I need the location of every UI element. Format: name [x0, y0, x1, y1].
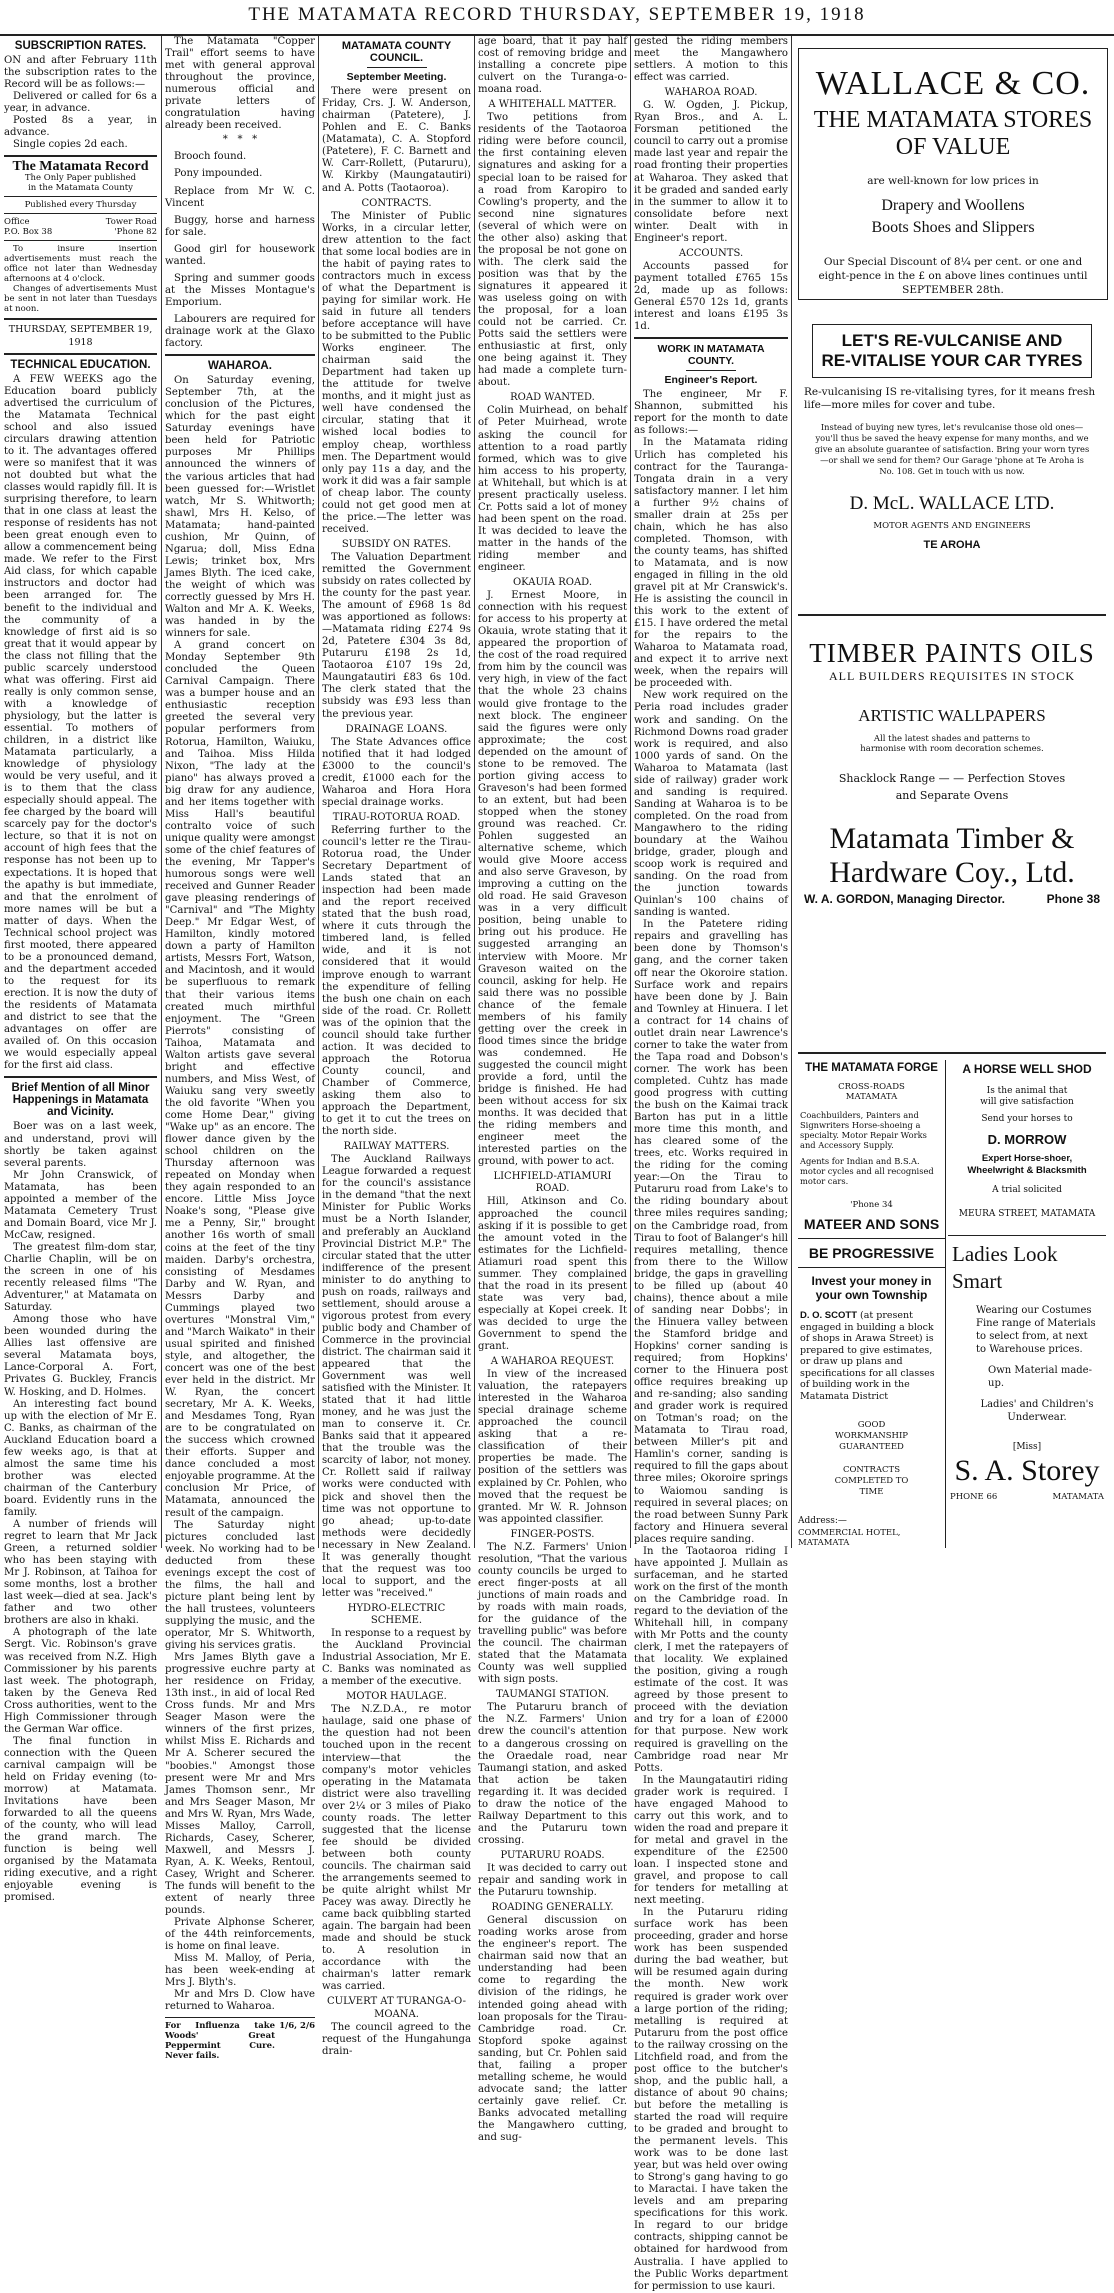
storey-name: S. A. Storey — [954, 1454, 1100, 1487]
short-notice: Replace from Mr W. C. Vincent — [165, 185, 315, 209]
timber-sub: ALL BUILDERS REQUISITES IN STOCK — [828, 669, 1075, 683]
tyres-firm: D. McL. WALLACE LTD. — [849, 493, 1055, 514]
brief-item: An interesting fact bound up with the election of Mr E. C. Banks, as chairman of the Auckland Education board a few weeks ago, is that at almost the same time his brother was elected chairman of the Canterbury board. Evidently runs in the family. — [4, 1398, 157, 1518]
forge-ad — [798, 1060, 946, 1548]
scott-name: D. O. SCOTT — [800, 1310, 857, 1321]
engineer-paragraph: In the Putaruru riding surface work has been proceeding, grader and horse work has been suspended during the bad weather, but will be resumed again during the month. New work required is grader work over a large portion of the riding; metalling is required at Putaruru from the post office to the railway crossing on the Litchfield road, and from the post office to the butcher's shop, and the public hall, a distance of about 90 chains; but before the metalling is started the road will require to be graded and brought to the permanent levels. This work was to be done last year, but was held over owing to Strong's gang having to go to Maractai. I have taken the levels and am preparing specifications for this work. In regard to our bridge contracts, shipping cannot be obtained for hardwood from Australia. I have applied to the Public Works department for permission to use kauri. — [634, 1907, 788, 2292]
section-heading: ROADING GENERALLY. — [491, 1902, 614, 1914]
masthead — [0, 0, 1114, 36]
section-heading: A WAHAROA REQUEST. — [490, 1356, 615, 1368]
forge-where: CROSS-ROADS MATAMATA — [838, 1082, 905, 1102]
section-text: Colin Muirhead, on behalf of Peter Muirhead, wrote asking the council for attention to a road partly formed, which was to give him access to his property, at Whitehall, but which is at present practically useless. Cr. Potts said a lot of money had been spent on the road. It was decided to leave the matter in the hands of the riding member and engineer. — [478, 405, 627, 574]
section-text: In response to a request by the Auckland Provincial Industrial Association, Mr E. C. Banks was nominated as a member of the executive. — [322, 1628, 471, 1688]
column-rule — [318, 36, 319, 1548]
subscription-line: Delivered or called for 6s a year, in advance. — [4, 91, 157, 115]
tyres-headline-box — [812, 324, 1092, 378]
brief-item: Mr John Cranswick, of Matamata, has been appointed a member of the Matamata Cemetery Trust and Domain Board, vice Mr J. McCaw, resigned. — [4, 1169, 157, 1241]
progressive-headline: BE PROGRESSIVE — [808, 1245, 935, 1261]
news-paragraph: The Matamata "Copper Trail" effort seems to have met with general approval throughout the province, numerous official and private letters of congratulation having already been received. — [165, 36, 315, 132]
brief-item: Boer was on a last week, and understand, provi will shortly be taken against several parents. — [4, 1121, 157, 1169]
engineer-heading: WORK IN MATAMATA COUNTY. — [657, 343, 765, 368]
column-3 — [322, 36, 471, 2057]
tyres-role: MOTOR AGENTS AND ENGINEERS — [873, 521, 1031, 531]
brief-item: Among those who have been wounded during the Allies last offensive are several Matamata boys, Lance-Corporal A. Fort, Privates G. Buckley, Francis W. Hosking, and D. Holmes. — [4, 1314, 157, 1398]
divider — [4, 318, 157, 320]
section-text: The N.Z.D.A., re motor haulage, said one phase of the question had not been touched upon in the recent interview—that the company's motor vehicles operating in the Matamata district were also travelling over 2¼ or 3 miles of Piako county roads. The letter suggested that the license fee should be divided between both county councils. The chairman said the arrangements seemed to be quite alright whilst Mr Pacey was away. Directly he came back quibbling started again. The bargain had been made and should be stuck to. A resolution in accordance with the chairman's latter remark was carried. — [322, 1704, 471, 1993]
paper-tagline: in the Matamata County — [28, 183, 133, 194]
tyres-small: Instead of buying new tyres, let's revulcanise those old ones—you'll thus be saved the heavy expense for many months, and we give an absolute guarantee of satisfaction. Bring your worn tyres—or shall we send for them? Our Garage 'phone at Te Aroha is No. 108. Get in touch with us now. — [814, 422, 1090, 476]
invest-line: Invest your money in — [811, 1274, 932, 1288]
section-text: The Minister of Public Works, in a circular letter, drew attention to the fact that some local bodies are in the habit of paying rates to contractors much in excess of what the Department is paying for similar work. He said in future all tenders before acceptance will have to be submitted to the Public Works engineer. The chairman said the Department had taken up the attitude for twelve months, and it might just as well have condensed the circular, stating that it wished local bodies to employ cheap, worthless men. The Department would only pay 11s a day, and the work it did was a fair sample of cheap labor. The county could not get good men at the price.—The letter was received. — [322, 210, 471, 535]
storey-body: Ladies' and Children's Underwear. — [980, 1399, 1094, 1423]
editorial-text: A FEW WEEKS ago the Education board publicly advertised the curriculum of the Matamata Technical school and also issued circulars drawing attention to it. The advantages offered were so manifest that it was not doubted but what the classes would rapidly fill. It is surprising therefore, to learn that in one class at least the response of residents has not been great enough even to allow a commencement being made. We refer to the First Aid class, for which capable instructors and doctor had been arranged for. The benefit to the individual and the community of a knowledge of first aid is so great that it would appear by the class not filling that the public scarcely understood what was offering. First aid really is only common sense, with a knowledge of physiology, but the latter is essential. To mothers of children, in a district like Matamata particularly, a knowledge of physiology would be very useful, and it is to them that the class especially should appeal. The fee charged by the board will scarcely pay for the doctor's lecture, so that it is not on account of high fees that the response has not been up to expectations. It is hoped that the apathy is but immediate, and that the enrolment of more names will be but a matter of days. When the Technical school project was first mooted, there appeared to be a pronounced demand, and the department acceded to the request for its erection. It is now the duty of the residents of Matamata and district to see that the advantages on offer are availed of. On this occasion we would especially appeal for the first aid class. — [4, 373, 157, 1072]
divider — [4, 213, 157, 214]
forge-agents: Agents for Indian and B.S.A. motor cycles and all recognised motor cars. — [800, 1156, 934, 1186]
section-heading: TAUMANGI STATION. — [496, 1689, 609, 1701]
storey-headline: Ladies Look — [952, 1242, 1058, 1266]
forge-body: Coachbuilders, Painters and Signwriters Horse-shoeing a specialty. Motor Repair Works and Accessory Supply. — [800, 1110, 927, 1150]
mateer-name: MATEER AND SONS — [803, 1216, 940, 1232]
divider — [4, 155, 157, 157]
timber-phone: Phone 38 — [1046, 892, 1100, 906]
brief-item: A number of friends will regret to learn that Mr Jack Green, a returned soldier who has been staying with Mr J. Robinson, at Taihoa for some months, lost a brother last week—died at sea. Jack's father and two other brothers are also in khaki. — [4, 1519, 157, 1627]
morrow-ad — [948, 1060, 1106, 1548]
waharoa-paragraph: The Saturday night pictures concluded last week. No working had to be deducted from these evenings except the cost of the films, the hall and picture plant being lent by the hall trustees, volunteers supplying the music, and the operator, Mr S. Whitworth, giving his services gratis. — [165, 1519, 315, 1652]
published-line: Published every Thursday — [24, 200, 137, 211]
column-rule — [161, 36, 162, 1548]
section-text: It was decided to carry out repair and sanding work in the Putaruru township. — [478, 1862, 627, 1899]
box-line — [4, 227, 157, 237]
section-heading: LICHFIELD-ATIAMURI ROAD. — [493, 1171, 612, 1195]
column-rule — [474, 36, 475, 1548]
column-4 — [478, 36, 627, 2144]
brief-item: The final function in connection with the Queen carnival campaign will be held on Friday evening (to-morrow) at Matamata. Invitations have been forwarded to all the queens of the county, who will lead the grand march. The function is being well organised by the Matamata riding executive, and a right enjoyable evening is promised. — [4, 1735, 157, 1904]
section-heading: DRAINAGE LOANS. — [345, 723, 448, 735]
wallace-discount: Our Special Discount of 8¼ per cent. or one and eight-pence in the £ on above lines continues until SEPTEMBER 28th. — [818, 256, 1088, 296]
wallace-goods: Drapery and Woollens — [881, 197, 1025, 214]
divider — [686, 370, 736, 371]
morrow-line: Is the animal that will give satisfaction — [980, 1086, 1074, 1107]
morrow-title: A HORSE WELL SHOD — [962, 1062, 1092, 1076]
office-label: Office — [4, 217, 30, 228]
section-text: The Putaruru branch of the N.Z. Farmers' Union drew the council's attention to a dangerous crossing on the Oraedale road, near Taumangi station, and asked that action be taken regarding it. It was decided to draw the notice of the Railway Department to this and the Putaruru town crossing. — [478, 1702, 627, 1846]
storey-body: Wearing our Costumes Fine range of Materials to select from, at next to Warehouse prices. — [976, 1305, 1096, 1355]
wallace-goods: Boots Shoes and Slippers — [871, 219, 1035, 236]
brief-item: A photograph of the late Sergt. Vic. Robinson's grave was received from N.Z. High Commissioner by his parents last week. The photograph, taken by the Geneva Red Cross authorities, went to the High Commissioner through the German War office. — [4, 1627, 157, 1735]
section-heading: ROAD WANTED. — [510, 392, 595, 404]
office-line — [4, 217, 157, 227]
column-1 — [4, 36, 157, 1904]
engineer-paragraph: New work required on the Peria road includes grader work and sanding. On the Richmond Downs road grader work is required, and also 1000 yards of sand. On the Waharoa to Matamata (last side of railway) grader work and sanding is required. Sanding at Waharoa is to be completed. On the road from Mangawhero to the riding boundary at the Waihou bridge, grader, plough and scoop work is required and sanding. On the road from the junction towards Quinlan's 100 chains of sanding is wanted. — [634, 690, 788, 919]
divider — [367, 67, 427, 68]
column-rule — [791, 36, 792, 1548]
section-text: Referring further to the council's letter re the Tirau-Rotorua road, the Under Secretary Department of Lands stated that an inspection had been made and the report received stated that the bush road, where it cuts through the timbered land, is felled wide, and it is not considered that it would improve enough to warrant the expenditure of felling the bush one chain on each side of the road. Cr. Rollett was of the opinion that the council should take further action. It was decided to approach the Rotorua County council, and Chamber of Commerce, asking them also to approach the Department, to get it to cut the trees on the north side. — [322, 824, 471, 1138]
engineer-paragraph: The engineer, Mr F. Shannon, submitted his report for the month to date as follows:— — [634, 389, 788, 437]
council-paragraph: gested the riding members meet the Mangawhero settlers. A motion to this effect was carried. — [634, 36, 788, 84]
morrow-name: D. MORROW — [987, 1132, 1067, 1147]
waharoa-paragraph: Mrs James Blyth gave a progressive euchre party at her residence on Friday, 13th inst., in aid of local Red Cross funds. Mr and Mrs Seager Mason were the winners of the first prizes, whilst Miss E. Richards and Mr A. Scherer secured the "boobies." Amongst those present were Mr and Mrs James Thomson senr., Mr and Mrs Seager Mason, Mr and Mrs W. Ryan, Mrs Wade, Misses Malloy, Carroll, Richards, Casey, Scherer, Maxwell, and Messrs J. Ryan, A. K. Weeks, Rentoul, Casey, Wright and Scherer. The funds will benefit to the extent of nearly three pounds. — [165, 1652, 315, 1917]
morrow-desc: Expert Horse-shoer, Wheelwright & Blacksmith — [967, 1153, 1087, 1176]
tyres-town: TE AROHA — [923, 539, 981, 551]
section-text: G. W. Ogden, J. Pickup, Ryan Bros., and A. L. Forsman petitioned the council to carry out a promise made last year and repair the road fronting their properties at Waharoa. They asked that it be graded and sanded early in the summer to allow it to consolidate before next winter. Dealt with in Engineer's report. — [634, 100, 789, 244]
divider — [798, 1238, 945, 1239]
tyres-body: Re-vulcanising IS re-vitalising tyres, for it means fresh life—more miles for cover and tube. — [804, 386, 1096, 411]
paper-tagline: The Only Paper published — [24, 173, 137, 184]
morrow-street: MEURA STREET, MATAMATA — [958, 1209, 1096, 1219]
po-box: P.O. Box 38 — [4, 227, 53, 238]
council-paragraph: There were present on Friday, Crs. J. W. Anderson, chairman (Patetere), J. Pohlen and E. C. Banks (Matamata), C. A. Stopford (Patetere), F. C. Barnett and W. Carr-Rollett, (Putaruru), W. Kirkby (Maungatautiri) and A. Potts (Taotaoroa). — [322, 86, 471, 194]
timber-manager: W. A. GORDON, Managing Director. — [804, 892, 1005, 906]
storey-phone: PHONE 66 — [950, 1492, 998, 1502]
section-heading: ACCOUNTS. — [678, 247, 744, 259]
section-text: The council agreed to the request of the Hungahunga drain- — [322, 2021, 471, 2057]
section-text: The Auckland Railways League forwarded a request for the council's assistance in the demand "that the next Minister for Public Works must be a North Islander, and preferably an Auckland Provincial District M.P." The circular stated that the utter indifference of the present minister to do anything to push on roads, railways and settlement, should arouse a vigorous protest from every public body and Chamber of Commerce in the provincial district. The chairman said it appeared that the Government was well satisfied with the Minister. It stated that it had little money, and he was just the man to conserve it. Cr. Banks said that it appeared that the trouble was the scarcity of labor, not money. Cr. Rollett said if railway works were conducted with pick and shovel then the time was not opportune to go ahead; up-to-date methods were decidedly necessary in New Zealand. It was generally thought that the request was too local to support, and the letter was "received." — [322, 1154, 471, 1599]
morrow-line: Send your horses to — [981, 1114, 1073, 1124]
tyres-ad — [798, 310, 1106, 600]
tyres-headline: RE-VITALISE YOUR CAR TYRES — [821, 351, 1083, 370]
section-text: The Valuation Department remitted the Government subsidy on rates collected by the county for the past year. The amount of £968 1s 8d was apportioned as follows:—Matamata riding £274 9s 2d, Patetere £304 3s 8d, Putaruru £198 2s 1d, Taotaoroa £107 19s 2d, Maungatautiri £83 6s 10d. The clerk stated that the subsidy was £93 less than the previous year. — [322, 551, 471, 720]
section-heading: RAILWAY MATTERS. — [343, 1141, 450, 1153]
section-text: Two petitions from residents of the Taotaoroa riding were before council, the first containing eleven signatures and asking for a special loan to be raised for a road from Karopiro to Cowling's property, and the second nine signatures (several of which were on the other also) asking that the proposal be not gone on with. The clerk said the position was that by the signatures it appeared it was useless going on with the proposal, for a loan could not be carried. Cr. Potts said the settlers were enthusiastic at first, only one being against it. They had made a complete turn-about. — [478, 112, 627, 389]
timber-ovens: and Separate Ovens — [895, 789, 1009, 802]
influenza-ad — [165, 2021, 315, 2061]
scott-body: (at present engaged in building a block of shops in Arawa Street) is prepared to give estimates, or draw up plans and specifications for all classes of building work in the Matamata District — [800, 1310, 935, 1402]
storey-headline: Smart — [952, 1269, 1003, 1293]
divider — [165, 354, 315, 356]
waharoa-paragraph: Mr and Mrs D. Clow have returned to Waharoa. — [165, 1989, 315, 2013]
section-text: Hill, Atkinson and Co. approached the council asking if it is possible to get the amount voted in the estimates for the Lichfield-Atiamuri road spent this summer. They complained that the road in its present state was very bad, especially at Kopei creek. It was decided to urge the Government to spend the grant. — [478, 1196, 627, 1353]
divider — [634, 337, 788, 339]
section-heading: WAHAROA ROAD. — [664, 87, 758, 99]
short-notice: Labourers are required for drainage work at the Glaxo factory. — [165, 313, 315, 350]
scott-address-label: Address:— — [798, 1516, 847, 1526]
wallace-stores: OF VALUE — [895, 134, 1011, 160]
section-heading: MOTOR HAULAGE. — [346, 1691, 447, 1703]
short-notice: Good girl for housework wanted. — [165, 243, 315, 267]
invest-line: your own Township — [815, 1288, 928, 1302]
scott-contracts: CONTRACTS COMPLETED TO TIME — [834, 1465, 909, 1497]
engineer-paragraph: In the Maungatautiri riding grader work is required. I have engaged Mahood to carry out this work, and to widen the road and prepare it for metal and gravel in the expenditure of the £2500 loan. I inspected stone and gravel, and propose to call for tenders for metalling at next meeting. — [634, 1774, 788, 1907]
section-text: J. Ernest Moore, in connection with his request for access to his property at Okauia, wrote stating that it appeared the proportion of the cost of the road required from him by the council was very high, in view of the fact that the whole 23 chains would give frontage to the next block. The engineer said the figures were only approximate; the cost depended on the amount of stone to be removed. The portion giving access to Graveson's had been formed to an extent, but had been stopped when the stoney ground was reached. Cr. Pohlen suggested an alternative scheme, which would give Moore access and also serve Graveson, by improving a cutting on the old road. He said Graveson was in a very difficult position, being unable to bring out his produce. He suggested arranging an interview with Moore. Mr Graveson waited on the council, asking for help. He said there was no possible chance of the female members of his family getting over the creek in flood times since the bridge was condemned. He suggested the council might provide a ford, until the bridge is finished. He had been without access for six months. It was decided that the riding members and engineer meet the interested parties on the ground, with power to act. — [478, 590, 627, 1168]
timber-ad — [800, 628, 1104, 1032]
wallace-name: WALLACE & CO. — [815, 65, 1091, 102]
column-2 — [165, 36, 315, 2061]
timber-firm: Matamata Timber & — [829, 822, 1075, 855]
section-heading: CONTRACTS. — [361, 197, 432, 209]
waharoa-paragraph: Miss M. Malloy, of Peria, has been week-ending at Mrs J. Blyth's. — [165, 1953, 315, 1989]
subscription-line: Single copies 2d each. — [13, 139, 128, 151]
waharoa-paragraph: A grand concert on Monday September 9th concluded the Queen Carnival Campaign. There was a bumper house and an enthusiastic reception greeted the several very popular performers from Rotorua, Hamilton, Waiuku, and Taihoa. Miss Hilda Nixon, "The lady at the piano" has always proved a big draw for any audience, and her items together with Miss Hall's beautiful contralto voice of such unique quality were amongst some of the chief features of the evening, Mr Tapper's humorous songs were well received and Gunner Reader gave pleasing renderings of "Carnival" and "The Mighty Deep." Mr Edgar West, of Hamilton, kindly motored down a party of Hamilton artists, Messrs Fort, Watson, and Macintosh, and it would be superfluous to remark that their various items created much mirthful enjoyment. The "Green Pierrots" consisting of Taihoa, Matamata and Walton artists gave several bright and effective numbers, and Miss West, of Waiuku sang very sweetly the old favorite "When you come Home Dear," giving "Wake up" as an encore. The flower dance given by the school children on the Thursday afternoon was repeated on Monday when they again responded to an encore. Little Miss Joyce Noake's song, "Please give me a Penny, Sir," brought another 16s worth of small coins at the feet of the tiny maiden. Darby's orchestra, consisting of Mesdames Darby and W. Ryan, and Messrs Darby and Cummings played two overtures "Monstral Vim," and "March Waikato" in their usual spirited and finished style, and altogether, the concert was one of the best ever held in the district. Mr W. Ryan, the concert secretary, Mr A. K. Weeks, and Mesdames Tong, Ryan are to be congratulated on the success which crowned their efforts. Supper and dance concluded a most enjoyable programme. At the conclusion Mr Price, of Matamata, announced the result of the campaign. — [165, 640, 315, 1519]
section-text: Accounts passed for payment totalled £765 15s 2d, made up as follows: General £570 12s 1d, grants interest and loans £195 3s 1d. — [634, 260, 788, 333]
section-heading: CULVERT AT TURANGA-O-MOANA. — [327, 1996, 466, 2020]
separator: * * * — [222, 134, 258, 146]
council-heading: MATAMATA COUNTY COUNCIL. — [341, 40, 452, 65]
council-paragraph: age board, that it pay half cost of removing bridge and installing a concrete pipe culvert on the Turanga-o-moana road. — [478, 36, 627, 96]
section-text: General discussion on roading works arose from the engineer's report. The chairman said now that an understanding had been come to regarding the division of the ridings, he intended going ahead with loan proposals for the Tirau-Cambridge road. Cr. Stopford spoke against sanding, but Cr. Pohlen said that, failing a proper metalling scheme, he would advocate sand; the latter certainly gave relief. Cr. Banks advocated metalling the Mangawhero cutting, and sug- — [478, 1915, 627, 2144]
divider — [798, 614, 1106, 616]
divider — [948, 1235, 1106, 1236]
wallace-line: are well-known for low prices in — [867, 175, 1039, 187]
section-text: The State Advances office notified that it had lodged £3000 to the council's credit, £1000 each for the Waharoa and Hora Hora special drainage works. — [322, 736, 471, 808]
timber-wallpapers: ARTISTIC WALLPAPERS — [858, 706, 1046, 725]
divider — [798, 1052, 1106, 1054]
subscription-line: Posted 8s a year, in advance. — [4, 115, 157, 139]
forge-phone: 'Phone 34 — [850, 1200, 893, 1210]
section-heading: A WHITEHALL MATTER. — [488, 99, 617, 111]
short-notice: Brooch found. — [174, 151, 247, 163]
masthead-title: THE MATAMATA RECORD THURSDAY, SEPTEMBER 19, 1918 — [248, 4, 866, 25]
engineer-paragraph: In the Patetere riding repairs and gravelling has been done by Thomson's gang, and the corner taken off near the Okoroire station. Surface work and repairs have been done by J. Bain and Townley at Hinuera. I let a contract for 14 chains of outlet drain near Lawrence's corner to take the water from the Tapa road and Dobson's corner. The work has been completed. Cuhtz has made good progress with cutting the bush on the Kaimai track Barton has put in a little more time this month, and has cleared some of the trees, etc. Works required in the riding for the coming year:—On the Tirau to Putaruru road from Lake's to the riding boundary about three miles requires sanding; on the Cambridge road, from Tirau to foot of Balanger's hill requires metalling, thence from there to the Willow bridge, the gaps in gravelling to be filled up (about 40 chains), thence about a mile of sanding near Dobbs'; in the Hinuera valley between the Stamford bridge and Hopkins' corner sanding is required; from Hopkins' corner to the Hinuera post office requires breaking up and re-sanding; also sanding and grader work is required on Totman's road; on the Matamata to Tirau road, between Miller's pit and Hamlin's corner, sanding is required to fill the gaps about three miles; Okoroire springs to Waiomou sanding is required in several places; on the road between Sunny Park factory and Hinuera several places require sanding. — [634, 919, 788, 1545]
waharoa-heading: WAHAROA. — [208, 360, 272, 373]
column-5 — [634, 36, 789, 2292]
brief-item: The greatest film-dom star, Charlie Chaplin, will be on the screen in one of his recently released films "The Adventurer," at Matamata on Saturday. — [4, 1241, 157, 1314]
timber-shades: All the latest shades and patterns to harmonise with room decoration schemes. — [860, 734, 1044, 754]
council-subheading: September Meeting. — [346, 71, 447, 84]
changes-notice: Changes of advertisements Must be sent in not later than Tuesdays at noon. — [4, 284, 157, 315]
office-address: Tower Road — [105, 217, 157, 228]
morrow-trial: A trial solicited — [992, 1185, 1062, 1195]
waharoa-paragraph: Private Alphonse Scherer, of the 44th reinforcements, is home on final leave. — [165, 1917, 315, 1953]
timber-headline: TIMBER PAINTS OILS — [809, 638, 1095, 668]
section-heading: SUBSIDY ON RATES. — [341, 538, 452, 550]
short-notice: Spring and summer goods at the Misses Montague's Emporium. — [165, 272, 315, 308]
waharoa-paragraph: On Saturday evening, September 7th, at the conclusion of the Pictures, which for the past eight Saturday evenings have been held for Patriotic purposes Mr Phillips announced the winners of the various articles that had been guessed for:—Wristlet watch, Mr S. Whitworth; shawl, Mrs H. Kelso, of Matamata; hand-painted cushion, Mr Quinn, of Ngarua; doll, Miss Edna Lewis; trinket box, Mrs James Blyth. The iced cake, the weight of which was correctly guessed by Mrs H. Walton and Mr A. K. Weeks, was handed in by the winners for sale. — [165, 375, 315, 640]
short-notice: Buggy, horse and harness for sale. — [165, 214, 315, 238]
insertion-notice: To insure insertion advertisements must reach the office not later than Wednesday afternoons at 4 o'clock. — [4, 244, 157, 285]
scott-good: GOOD WORKMANSHIP GUARANTEED — [834, 1420, 909, 1452]
scott-text — [800, 1310, 943, 1402]
storey-body: Own Material made-up. — [988, 1365, 1092, 1389]
tyres-headline: LET'S RE-VULCANISE AND — [841, 331, 1063, 350]
section-heading: PUTARURU ROADS. — [500, 1849, 605, 1861]
section-text: The N.Z. Farmers' Union resolution, "That the various county councils be urged to erect finger-posts at all junctions of main roads and by roads with main roads, for the guidance of the travelling public" was before the council. The chairman stated that the Matamata County was well supplied with sign posts. — [478, 1541, 627, 1686]
column-rule — [630, 36, 631, 1548]
engineer-subheading: Engineer's Report. — [664, 374, 758, 387]
editorial-heading: TECHNICAL EDUCATION. — [10, 358, 151, 371]
divider — [4, 196, 157, 197]
scott-address: COMMERCIAL HOTEL, MATAMATA — [798, 1528, 901, 1548]
short-notice: Pony impounded. — [174, 168, 263, 180]
storey-footer — [950, 1492, 1104, 1502]
timber-manager-line — [804, 892, 1100, 906]
subscription-line: ON and after February 11th the subscription rates to the Record will be as follows:— — [4, 55, 157, 91]
divider — [165, 2017, 315, 2018]
divider — [4, 1076, 157, 1078]
section-heading: TIRAU-ROTORUA ROAD. — [332, 811, 461, 823]
divider — [4, 240, 157, 241]
timber-range: Shacklock Range — — Perfection Stoves — [838, 772, 1066, 785]
section-heading: FINGER-POSTS. — [510, 1528, 595, 1540]
influenza-ad-text: For Influenza take Woods' Great Peppermint Cure. Never fails. — [165, 2020, 275, 2061]
engineer-paragraph: In the Matamata riding Urlich has completed his contract for the Tauranga-Tongata drain in a very satisfactory manner. I let him a further 9½ chains of smaller drain at 25s per chain, which he has also completed. Thomson, with the county teams, has shifted to Matamata, and is now engaged in filling in the old gravel pit at Mr Cranswick's. He is assisting the council in this work to the extent of £15. I have ordered the metal for the repairs to the Waharoa to Matamata road, and expect it to arrive next week, when the repairs will be proceeded with. — [634, 437, 788, 690]
storey-miss: [Miss] — [1012, 1442, 1042, 1452]
wallace-stores: THE MATAMATA STORES — [813, 107, 1093, 133]
engineer-paragraph: In the Taotaoroa riding I have appointed J. Mullain as surfaceman, and he started work on the first of the month on the Cambridge road. In regard to the deviation of the Whitehall hill, in company with Mr Potts and the county clerk, I met the ratepayers of that locality. We explained the position, giving a rough estimate of the cost. It was agreed by those present to proceed with the deviation and try for a loan of £2000 for that purpose. New work required is gravelling on the Cambridge road near Mr Potts. — [634, 1545, 788, 1774]
dateline: THURSDAY, SEPTEMBER 19, 1918 — [8, 324, 153, 348]
influenza-ad-price: 1/6, 2/6 — [279, 2020, 315, 2031]
wallace-ad — [798, 48, 1108, 300]
paper-name: The Matamata Record — [12, 159, 149, 175]
section-text: In view of the increased valuation, the ratepayers interested in the Waharoa special drainage scheme approached the council asking that a re-classification of their properties be made. The position of the settlers was explained by Cr. Pohlen, who moved that the request be granted. Mr W. R. Johnson was appointed classifier. — [478, 1369, 627, 1525]
section-heading: OKAUIA ROAD. — [512, 577, 593, 589]
divider — [4, 353, 157, 355]
forge-title: THE MATAMATA FORGE — [805, 1062, 938, 1074]
timber-firm: Hardware Coy., Ltd. — [829, 856, 1075, 889]
divider — [798, 1267, 945, 1268]
storey-town: MATAMATA — [1052, 1492, 1104, 1502]
subscription-heading: SUBSCRIPTION RATES. — [14, 40, 147, 52]
section-heading: HYDRO-ELECTRIC SCHEME. — [347, 1602, 446, 1626]
office-phone: 'Phone 82 — [114, 227, 157, 238]
brief-heading: Brief Mention of all Minor Happenings in Matamata and Vicinity. — [11, 1082, 150, 1119]
